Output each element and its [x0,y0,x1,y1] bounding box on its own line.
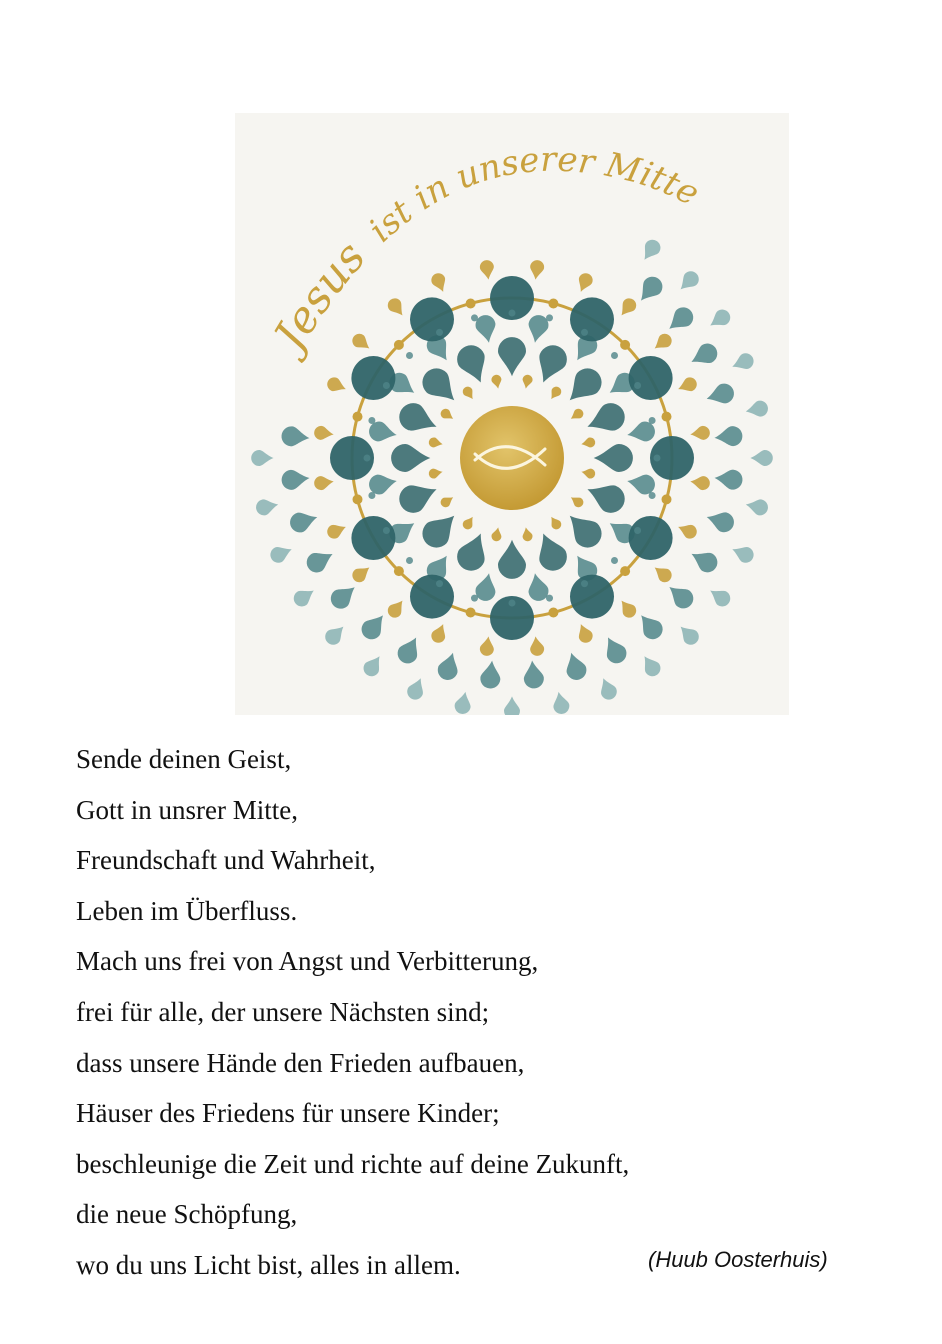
teardrop-shape [521,526,534,542]
teardrop-shape [650,331,674,354]
teardrop-shape [391,444,430,472]
teardrop-shape [704,381,737,408]
poem-line: Leben im Überfluss. [76,895,298,926]
teardrop-shape [358,609,391,643]
teardrop-shape [687,340,721,371]
teardrop-shape [395,476,442,517]
teardrop-shape [479,660,502,690]
mandala-dot [649,492,656,499]
mandala-dot [353,494,363,504]
teardrop-shape [562,650,589,683]
teardrop-shape [439,407,456,423]
mandala-dot [620,566,630,576]
teardrop-shape [522,659,545,689]
teardrop-shape [675,621,702,648]
mandala-illustration [235,113,789,715]
teardrop-shape [574,621,594,644]
mandala-dot [629,516,673,560]
teardrop-shape [530,528,571,575]
poem-line: Freundschaft und Wahrheit, [76,845,376,876]
teardrop-shape [750,450,772,466]
teardrop-shape [479,635,495,656]
poem-line: die neue Schöpfung, [76,1199,298,1230]
poem-line: beschleunige die Zeit und richte auf deine Zukunft, [76,1148,630,1179]
mandala-dot [509,600,516,607]
mandala-dot [364,455,371,462]
mandala-dot [509,310,516,317]
teardrop-shape [582,399,629,440]
teardrop-shape [529,259,545,280]
teardrop-shape [350,562,374,585]
teardrop-shape [574,271,594,294]
teardrop-shape [360,652,386,680]
poem-line: Gott in unsrer Mitte, [76,794,298,825]
teardrop-shape [560,506,608,554]
teardrop-shape [491,526,504,542]
teardrop-shape [428,467,444,480]
poem-line: Mach uns frei von Angst und Verbitterung, [76,946,539,977]
teardrop-shape [417,506,465,554]
mandala-dot [351,356,395,400]
mandala-dot [546,595,553,602]
mandala-dot [436,329,443,336]
teardrop-shape [498,540,526,579]
teardrop-shape [689,475,710,491]
teardrop-shape [325,375,348,395]
teardrop-shape [428,437,444,450]
mandala-dot [368,417,375,424]
teardrop-shape [599,633,630,667]
mandala-dot [654,455,661,462]
teardrop-shape [714,468,744,491]
teardrop-shape [395,399,442,440]
teardrop-shape [580,467,596,480]
mandala-dot [570,575,614,619]
mandala-dot [466,608,476,618]
mandala-dot [548,608,558,618]
poem-line: Sende deinen Geist, [76,744,292,774]
mandala-dot [662,494,672,504]
teardrop-shape [303,545,337,576]
mandala-dot [662,412,672,422]
mandala-dot [611,557,618,564]
teardrop-shape [461,514,477,531]
poem [76,734,866,1291]
teardrop-shape [313,425,334,441]
teardrop-shape [479,259,495,280]
teardrop-shape [675,375,698,395]
teardrop-shape [453,528,494,575]
artwork-title-jesus: Jesus [264,231,376,359]
teardrop-shape [529,635,545,656]
teardrop-shape [616,296,639,320]
mandala-dot [649,417,656,424]
mandala-dot [351,516,395,560]
mandala-dot [471,595,478,602]
teardrop-shape [385,296,408,320]
teardrop-shape [322,621,349,648]
teardrop-shape [582,476,629,517]
teardrop-shape [638,237,664,265]
mandala-dot [394,340,404,350]
poem-attribution: (Huub Oosterhuis) [648,1247,828,1272]
teardrop-shape [675,520,698,540]
teardrop-shape [729,542,756,565]
teardrop-shape [568,407,585,423]
teardrop-shape [663,303,697,336]
teardrop-shape [744,497,769,517]
artwork-title-rest: ist in unserer Mitte [361,139,706,251]
teardrop-shape [633,273,666,307]
teardrop-shape [706,584,734,610]
mandala-dot [570,297,614,341]
poem-line: wo du uns Licht bist, alles in allem. [76,1249,461,1280]
mandala-dot [383,527,390,534]
mandala-dot [546,314,553,321]
teardrop-shape [281,425,311,448]
teardrop-shape [638,652,664,680]
mandala-dot [436,580,443,587]
teardrop-shape [417,363,465,411]
mandala-artwork [235,113,789,715]
mandala-dot [581,580,588,587]
mandala-dot [466,299,476,309]
teardrop-shape [633,609,666,643]
mandala-dot [611,352,618,359]
teardrop-shape [713,425,743,448]
teardrop-shape [704,507,737,534]
mandala-dot [394,566,404,576]
teardrop-shape [687,545,721,576]
mandala-dot [406,557,413,564]
teardrop-shape [281,468,311,491]
teardrop-shape [530,341,571,388]
teardrop-shape [435,650,462,683]
teardrop-shape [313,475,334,491]
mandala-dot [634,382,641,389]
teardrop-shape [429,621,449,644]
mandala-dot [629,356,673,400]
mandala-dot [548,299,558,309]
mandala-dot [634,527,641,534]
poem-line: dass unsere Hände den Frieden aufbauen, [76,1047,525,1078]
teardrop-shape [429,271,449,294]
teardrop-shape [491,374,504,390]
teardrop-shape [689,425,710,441]
teardrop-shape [327,579,361,612]
mandala-dot [581,329,588,336]
teardrop-shape [385,596,408,620]
teardrop-shape [650,562,674,585]
teardrop-shape [675,268,702,295]
teardrop-shape [521,374,534,390]
teardrop-shape [744,399,769,419]
teardrop-shape [504,696,520,715]
teardrop-shape [268,542,295,565]
poem-line: frei für alle, der unsere Nächsten sind; [76,996,490,1027]
mandala-dot [353,412,363,422]
teardrop-shape [596,675,619,702]
mandala-dot [410,297,454,341]
teardrop-shape [288,508,321,535]
teardrop-shape [405,675,428,702]
teardrop-shape [325,520,348,540]
teardrop-shape [453,341,494,388]
teardrop-shape [560,363,608,411]
teardrop-shape [255,497,280,517]
teardrop-shape [439,493,456,509]
teardrop-shape [461,385,477,402]
mandala-dot [406,352,413,359]
teardrop-shape [251,450,273,466]
teardrop-shape [394,633,425,667]
teardrop-shape [663,579,697,612]
teardrop-shape [706,306,734,332]
teardrop-shape [551,690,571,715]
poem-line: Häuser des Friedens für unsere Kinder; [76,1098,500,1129]
teardrop-shape [291,584,319,610]
mandala-dot [471,314,478,321]
teardrop-shape [594,444,633,472]
teardrop-shape [580,437,596,450]
mandala-dot [620,340,630,350]
teardrop-shape [616,596,639,620]
mandala-dot [410,575,454,619]
teardrop-shape [547,514,563,531]
teardrop-shape [729,351,756,374]
teardrop-shape [350,331,374,354]
teardrop-shape [568,493,585,509]
teardrop-shape [547,385,563,402]
teardrop-shape [498,337,526,376]
teardrop-shape [453,690,473,715]
mandala-dot [383,382,390,389]
mandala-dot [368,492,375,499]
